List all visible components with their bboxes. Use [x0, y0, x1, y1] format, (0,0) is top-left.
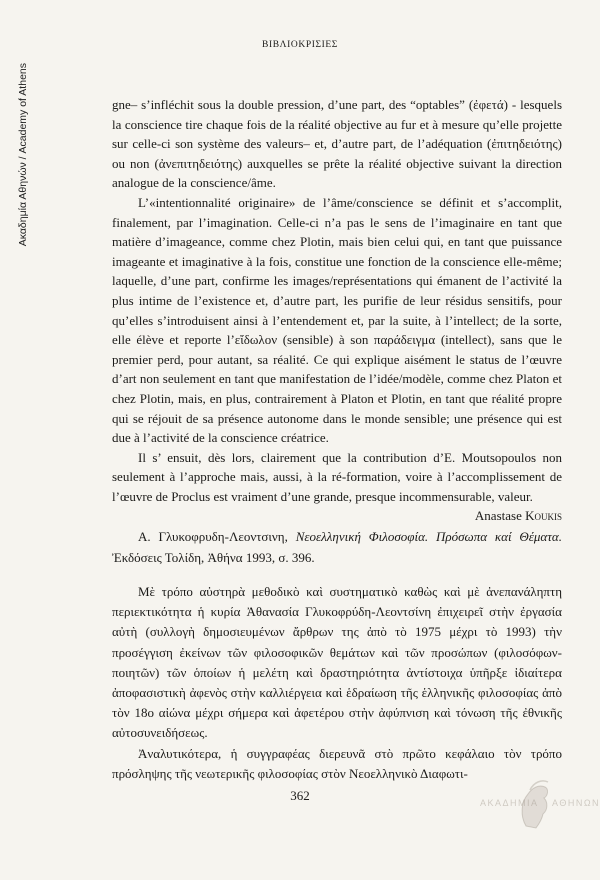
review1-paragraph-2: L’«intentionnalité originaire» de l’âme/conscience se définit et s’accomplit, finalement, par l’imagination. Celle-ci n’a pas le sens de l’imaginaire en tant que matière d’imageance, comme chez Plotin, mais bien celui qui, en tant que puissance imageante et imaginative à la fois, constitue une fonction de la conscience elle-même; laquelle, d’une part, confirme les images/représentations qui émanent de l’activité la plus intime de l’existence et, d’autre part, les purifie de leur résidus sensitifs, pour qu’elles s’introduisent ainsi à l’entendement et, par la suite, à l’intellect; de la sorte, elle élève et reporte l’εἴδωλον (sensible) à son παράδειγμα (intellect), sans que le premier perd, pour autant, sa réalité. Ce qui explique aisément le status de l’œuvre d’art non seulement en tant que manifestation de l’idée/modèle, comme chez Platon et chez Plotin, mais, en plus, contrairement à Platon et Plotin, en tant que réalité propre qui se réjouit de sa présence autonome dans le monde sensible; une présence qui est due à l’activité de la conscience créatrice. [112, 194, 562, 446]
archive-credit: Ακαδημία Αθηνών / Academy of Athens [17, 63, 29, 247]
author-first-name: Anastase [474, 508, 522, 524]
author-last-name: Koukis [525, 508, 562, 524]
book-title: Νεοελληνική Φιλοσοφία. Πρόσωπα καί Θέματα. [295, 529, 562, 545]
book-reference [112, 526, 562, 568]
review2-paragraph-2: Ἀναλυτικότερα, ἡ συγγραφέας διερευνᾶ στὸ πρῶτο κεφάλαιο τὸν τρόπο πρόσληψης τῆς νεωτερικῆς φιλοσοφίας στὸν Νεοελληνικὸ Διαφωτι- [112, 745, 562, 781]
book-author: Α. Γλυκοφρυδη-Λεοντσινη, [138, 529, 288, 545]
page-number: 362 [290, 788, 310, 803]
watermark-left-text: ΑΚΑΔΗΜΙΑ [480, 798, 539, 808]
review1-paragraph-1: gne– s’infléchit sous la double pression, d’une part, des “optables” (ἐφετά) - lesquels la conscience tire chaque fois de la réalité objective au fur et à mesure qu’elle projette sur celle-ci son système des valeurs– et, d’autre part, de l’adéquation (ἐπιτηδειότης) ou non (ἀνεπιτηδειότης) auxquelles se prête la réalité objective suivant la direction analogue de la conscience/âme. [112, 97, 562, 191]
academy-watermark [480, 776, 600, 836]
running-header: ΒΙΒΛΙΟΚΡΙΣΙΕΣ [262, 40, 338, 50]
archive-sidebar [10, 40, 36, 270]
review2-paragraph-1: Μὲ τρόπο αὐστηρὰ μεθοδικὸ καὶ συστηματικὸ καθὼς καὶ μὲ ἀνεπανάληπτη περιεκτικότητα ἡ κυρία Ἀθανασία Γλυκοφρύδη-Λεοντσίνη ἐπιχειρεῖ στὴν ἐργασία αὐτὴ (συλλογὴ δημοσιευμένων ἄρθρων της ἀπὸ τὸ 1975 μέχρι τὸ 1993) τὴν προσέγγιση ἐκείνων τῶν φιλοσοφικῶν θεμάτων καὶ τῶν προσώπων (φιλοσόφων-ποιητῶν) τῶν ὁποίων ἡ μελέτη καὶ δραστηριότητα ἀντίστοιχα ὑπῆρξε ἰδιαίτερα ἀποφασιστικὴ ἀφενὸς στὴν καλλιέργεια καὶ ἑδραίωση τῆς ἑλληνικῆς φιλοσοφίας ἀπὸ τὸν 18ο αἰώνα μέχρι σήμερα καὶ ἀφετέρου στὴν ἀφύπνιση καὶ τόνωση τῆς ἐθνικῆς αὐτοσυνειδήσεως. [112, 584, 562, 741]
watermark-right-text: ΑΘΗΝΩΝ [552, 798, 600, 808]
review1-author [112, 506, 562, 526]
book-publication: Ἐκδόσεις Τολίδη, Ἀθήνα 1993, σ. 396. [112, 550, 315, 566]
page-body [112, 95, 562, 784]
review1-paragraph-3: Il s’ ensuit, dès lors, clairement que la contribution d’E. Moutsopoulos non seulement à l’approche mais, aussi, à la ré-formation, voire à l’accomplissement de l’œuvre de Proclus est vraiment d’une grande, presque incommensurable, valeur. [112, 449, 562, 504]
